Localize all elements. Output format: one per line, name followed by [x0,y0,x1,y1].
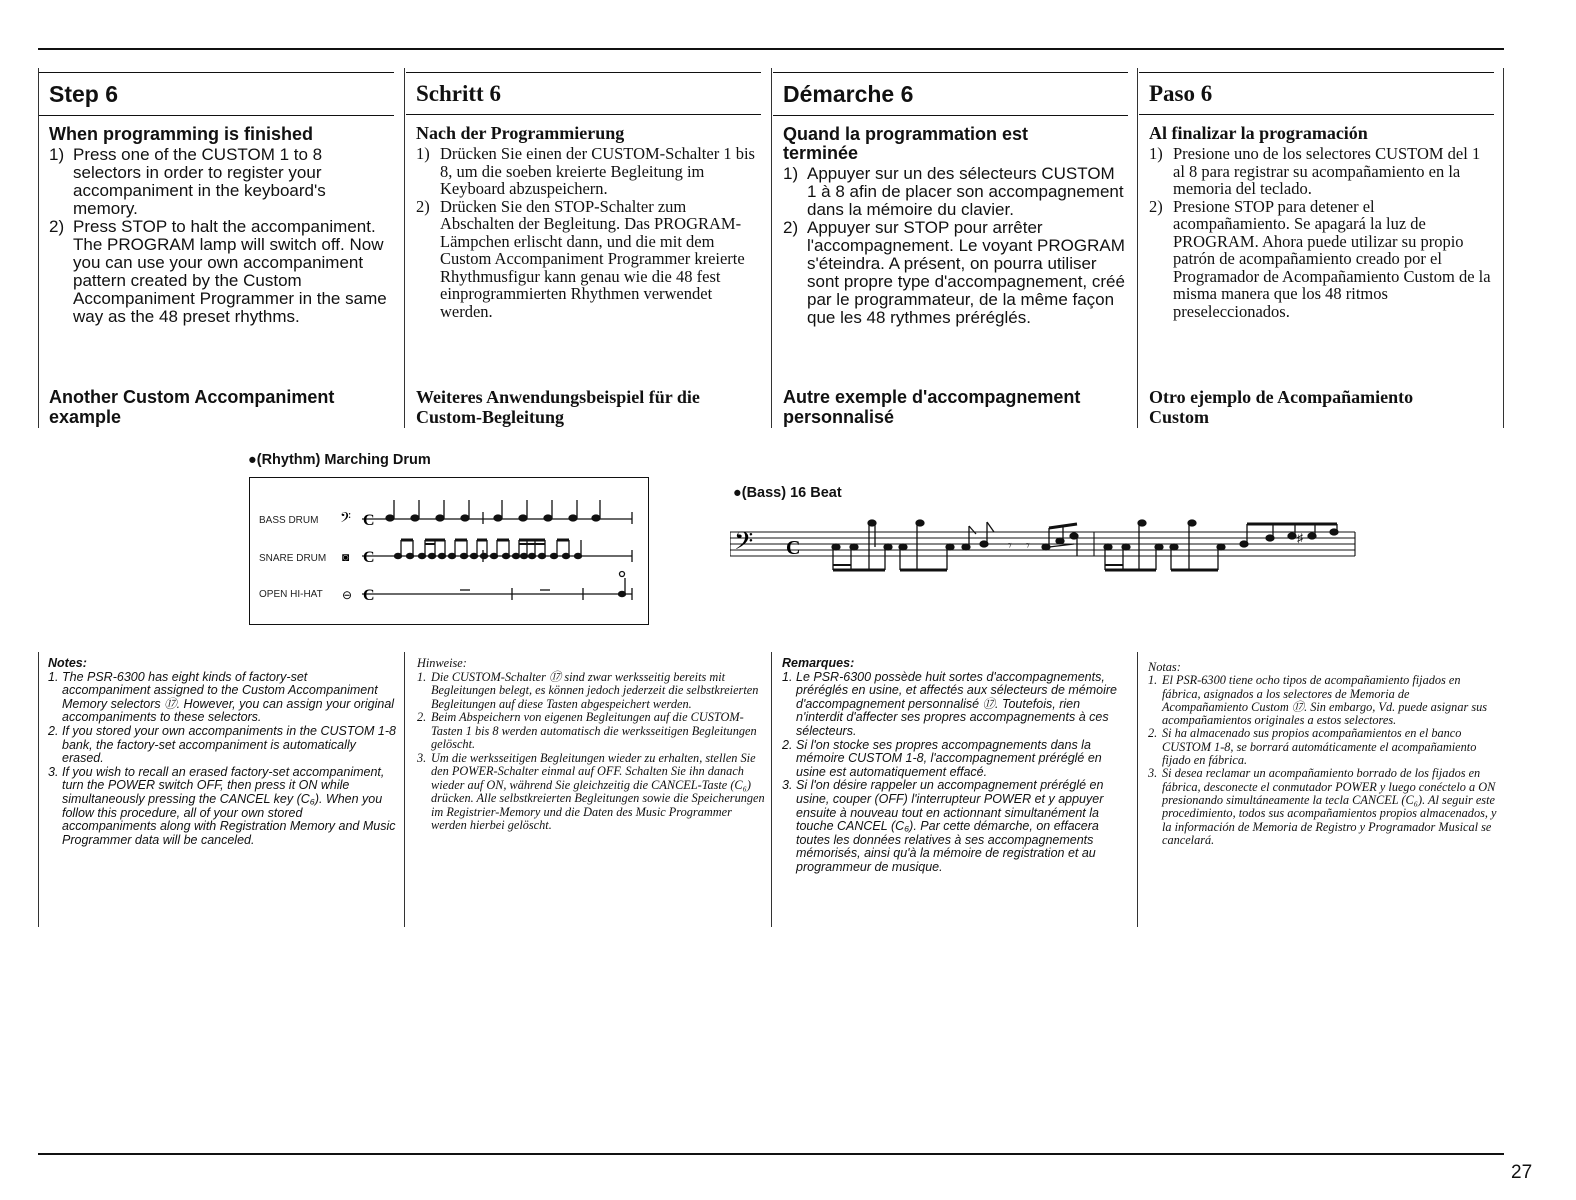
drum-row-label: SNARE DRUM [259,553,327,564]
bass-notes [832,520,1338,570]
notes-list [48,671,398,848]
list-item: 2) Presione STOP para detener el acompañamiento. Se apagará la luz de PROGRAM. Ahora puede utilizar su propio patrón de acompañamiento creado por el Programador de Acompañamiento Custom de la misma manera que los 48 ritmos preseleccionados. [1149,196,1491,321]
subheading-example: Otro ejemplo de Acompañamiento Custom [1149,387,1414,427]
time-signature: C [363,587,375,604]
notes-title: Hinweise: [417,656,467,670]
list-item: 3. Um die werksseitigen Begleitungen wieder zu erhalten, stellen Sie den POWER-Schalter einmal auf OFF. Schalten Sie ihn danach wieder auf ON, während Sie gleichzeitig die CANCEL-Taste (C₆) drücken. Alle selbstkreierten Begleitungen sowie die Speicherungen im Registrier-Memory und die Daten des Music Programmer werden hierbei gelöscht. [417,750,765,832]
notes-title: Notes: [48,656,87,670]
rhythm-figure [249,477,649,625]
top-rule [38,48,1504,50]
time-signature: C [786,537,801,559]
notes-french [782,657,1127,875]
heading-rule [1139,72,1494,73]
column-french [773,72,1128,427]
notes-title: Remarques: [782,656,855,670]
step-list [416,145,761,320]
list-item: 1) Appuyer sur un des sélecteurs CUSTOM 1 à 8 afin de placer son accompagnement dans la mémoire du clavier. [783,164,1124,219]
step-title: Démarche 6 [783,81,914,107]
step-title: Step 6 [49,81,119,107]
subheading-example: Autre exemple d'accompagnement personnalisé [783,387,1081,427]
svg-text:𝄾: 𝄾 [1026,539,1030,554]
list-item: 2) Press STOP to halt the accompaniment. The PROGRAM lamp will switch off. Now you can use your own accompaniment pattern created by the Custom Accompaniment Programmer in the same way as the 48 preset rhythms. [49,217,387,326]
heading-rule [39,72,394,73]
list-item: 1. Le PSR-6300 possède huit sortes d'accompagnements, préréglés en usine, et affectés aux sélecteurs de mémoire d'accompagnement personnalisé ⑰. Toutefois, rien n'interdit d'affecter ses propres accompagnements à ces sélecteurs. [782,669,1118,738]
column-divider [404,68,405,428]
drum-row-label: OPEN HI-HAT [259,589,323,600]
subheading: Quand la programmation est terminée [783,124,1029,163]
list-item: 3. Si desea reclamar un acompañamiento borrado de los fijados en fábrica, desconecte el conmutador POWER y luego conéctelo a ON presionando simultáneamente la tecla CANCEL (C₆). Al seguir este procedimiento, todos sus acompañamientos propios almacenados, y la información de Memoria de Registro y Programador Musical se cancelará. [1148,766,1497,847]
heading-rule [1139,114,1494,115]
drum-row-label: BASS DRUM [259,515,319,526]
column-english [39,72,394,427]
list-item: 1. Die CUSTOM-Schalter ⑰ sind zwar werksseitig bereits mit Begleitungen belegt, es können jedoch jederzeit die selbstkreierten Begleitungen auf diese Tasten abgespeichert werden. [417,669,759,711]
list-item: 2) Appuyer sur STOP pour arrêter l'accompagnement. Le voyant PROGRAM s'éteindra. A présent, on pourra utiliser sont propre type d'accompagnement, créé par le programmateur, de la même façon que les 48 rythmes préréglés. [783,218,1125,327]
bass-clef-icon: 𝄢 [734,527,754,562]
step-list [49,146,394,326]
list-item: 1) Presione uno de los selectores CUSTOM del 1 al 8 para registrar su acompañamiento en la memoria del teclado. [1149,144,1481,198]
heading-rule [773,115,1128,116]
step-title: Paso 6 [1149,81,1213,106]
column-divider [1137,652,1138,927]
notes-list [782,671,1127,875]
bass-drum-notes [386,500,632,524]
bottom-rule [38,1153,1504,1155]
bass-notation [730,510,1362,582]
notes-list [1148,674,1498,847]
heading-rule [406,114,761,115]
column-divider [771,652,772,927]
subheading-example: Another Custom Accompaniment example [49,387,335,427]
list-item: 1. The PSR-6300 has eight kinds of factory-set accompaniment assigned to the Custom Accompaniment Memory selectors ⑰. However, you can assign your original accompaniments to these selectors. [48,669,395,725]
bass-figure-label: ●(Bass) 16 Beat [733,485,842,501]
list-item: 2. Beim Abspeichern von eigenen Begleitungen auf die CUSTOM-Tasten 1 bis 8 werden automatisch die werksseitigen Begleitungen gelöscht. [417,710,757,751]
snare-drum-icon: ◙ [342,550,350,564]
bass-figure [730,510,1362,582]
subheading: Al finalizar la programación [1149,123,1368,143]
list-item: 3. Si l'on désire rappeler un accompagnement préréglé en usine, couper (OFF) l'interrupteur POWER et y appuyer ensuite à nouveau tout en actionnant simultanément la touche CANCEL (C₆). Par cette démarche, on effacera toutes les données relatives à ses accompagnements mémorisés, ainsi qu'à la mémoire de registration et au programmeur de musique. [782,778,1104,874]
column-spanish [1139,72,1494,427]
list-item: 2) Drücken Sie den STOP-Schalter zum Abschalten der Begleitung. Das PROGRAM-Lämpchen erlischt dann, und die mit dem Custom Accompaniment Programmer kreierte Rhythmusfigur kann genau wie die 48 fest einprogrammierten Rhythmen verwendet werden. [416,196,745,321]
step-list [783,165,1128,327]
column-german [406,72,761,427]
step-list [1149,145,1494,320]
column-divider [771,68,772,428]
list-item: 1) Drücken Sie einen der CUSTOM-Schalter 1 bis 8, um die soeben kreierte Begleitung im Keyboard abzuspeichern. [416,144,755,198]
drum-notation [250,478,648,624]
heading-rule [773,72,1128,73]
notes-title: Notas: [1148,660,1181,674]
hihat-icon: ⊖ [342,588,353,602]
step-title: Schritt 6 [416,81,501,106]
svg-text:♯: ♯ [1297,531,1303,545]
rhythm-figure-label: ●(Rhythm) Marching Drum [248,452,431,468]
list-item: 3. If you wish to recall an erased factory-set accompaniment, turn the POWER switch OFF, then press it ON while simultaneously pressing the CANCEL key (C₆). When you follow this procedure, all of your own stored accompaniments along with Registration Memory and Music Programmer data will be canceled. [48,764,396,847]
list-item: 1) Press one of the CUSTOM 1 to 8 selectors in order to register your accompaniment in the keyboard's memory. [49,145,326,218]
bass-drum-icon: 𝄢 [340,510,351,529]
column-divider [404,652,405,927]
heading-rule [39,115,394,116]
list-item: 2. Si l'on stocke ses propres accompagnements dans la mémoire CUSTOM 1-8, l'accompagnement préréglé en usine est automatiquement effacé. [782,737,1102,779]
list-item: 2. Si ha almacenado sus propios acompañamientos en el banco CUSTOM 1-8, se borrará automáticamente el acompañamiento fijado en fábrica. [1148,726,1477,768]
hihat-notes [460,572,632,601]
notes-spanish [1148,661,1498,847]
column-divider [38,652,39,927]
column-divider [1503,68,1504,428]
snare-drum-notes [395,540,633,562]
subheading-example: Weiteres Anwendungsbeispiel für die Custom-Begleitung [416,387,700,427]
notes-list [417,671,765,833]
notes-german [417,657,765,833]
list-item: 2. If you stored your own accompaniments in the CUSTOM 1-8 bank, the factory-set accompaniment is automatically erased. [48,723,396,766]
subheading: When programming is finished [49,124,314,144]
time-signature: C [363,512,375,529]
notes-english [48,657,398,847]
subheading: Nach der Programmierung [416,123,625,143]
page-number: 27 [1511,1162,1533,1183]
time-signature: C [363,549,375,566]
svg-text:𝄾: 𝄾 [1008,539,1012,554]
heading-rule [406,72,761,73]
column-divider [1137,68,1138,428]
list-item: 1. El PSR-6300 tiene ocho tipos de acompañamiento fijados en fábrica, asignados a los selectores de Memoria de Acompañamiento Custom ⑰. Sin embargo, Vd. puede asignar sus acompañamientos originales a estos selectores. [1148,673,1488,728]
